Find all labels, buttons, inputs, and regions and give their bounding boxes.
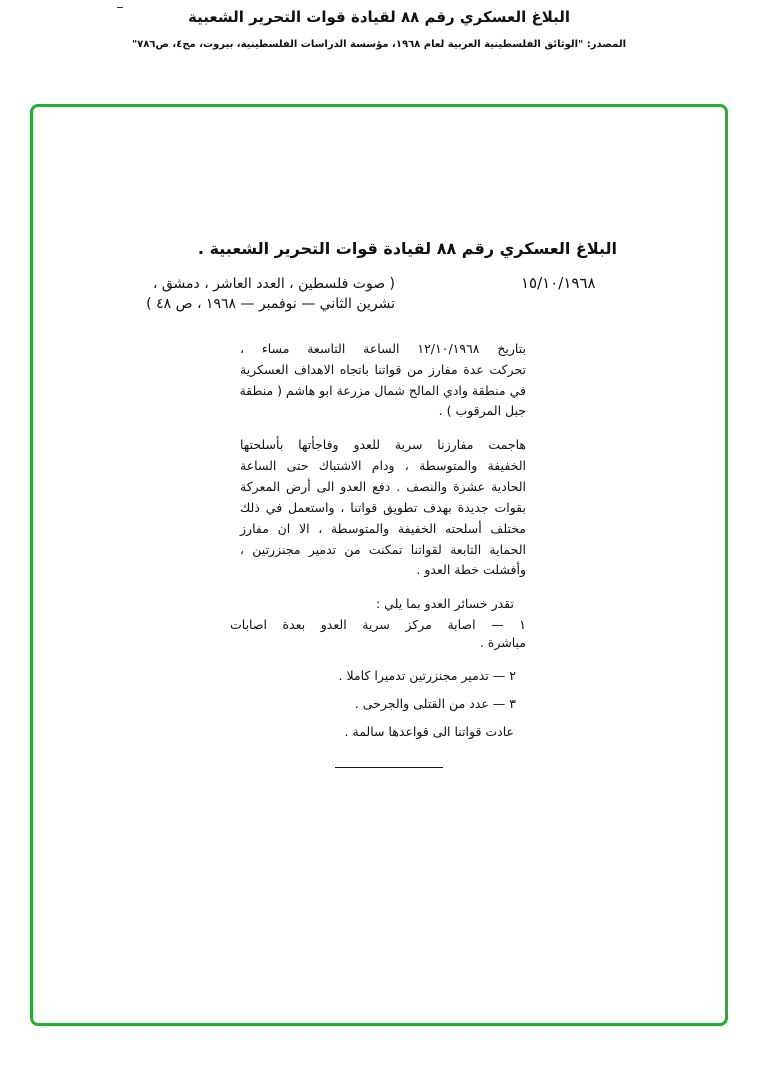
header-title: البلاغ العسكري رقم ٨٨ لقيادة قوات التحرير الشعبية <box>188 8 570 26</box>
body-line: مختلف أسلحته الخفيفة والمتوسطة ، الا ان مفارز <box>240 521 526 536</box>
body-line: وأفشلت خطة العدو . <box>416 562 526 577</box>
closing-line: عادت قواتنا الى قواعدها سالمة . <box>344 724 514 739</box>
body-line: في منطقة وادي المالح شمال مزرعة ابو هاشم ( منطقة <box>239 383 526 398</box>
header-source: المصدر: "الوثائق الفلسطينية العربية لعام ١٩٦٨، مؤسسة الدراسات الفلسطينية، بيروت، مج٤، ص٧٨٦" <box>131 39 627 50</box>
loss-item: ١ — اصابة مركز سرية العدو بعدة اصابات <box>230 617 526 632</box>
document-title: البلاغ العسكري رقم ٨٨ لقيادة قوات التحرير الشعبية . <box>197 239 617 258</box>
document-date: ١٥/١٠/١٩٦٨ <box>521 274 596 292</box>
body-line: هاجمت مفارزنا سرية للعدو وفاجأتها بأسلحتها <box>240 437 526 452</box>
loss-item: ٢ — تدمير مجنزرتين تدميرا كاملا . <box>338 668 516 683</box>
body-line: الحماية التابعة لقواتنا تمكنت من تدمير مجنزرتين ، <box>240 542 526 557</box>
body-line: الخفيفة والمتوسطة ، ودام الاشتباك حتى الساعة <box>240 458 526 473</box>
body-line: الحادية عشرة والنصف . دفع العدو الى أرض المعركة <box>240 479 526 494</box>
body-line: تحركت عدة مفارز من قواتنا باتجاه الاهداف العسكرية <box>240 362 526 377</box>
loss-item: ٣ — عدد من القتلى والجرحى . <box>354 696 516 711</box>
body-line: بتاريخ ١٢/١٠/١٩٦٨ الساعة التاسعة مساء ، <box>240 341 526 356</box>
losses-intro: تقدر خسائر العدو بما يلي : <box>375 596 514 611</box>
loss-item: مباشرة . <box>479 635 526 650</box>
body-line: جبل المرقوب ) . <box>438 403 526 418</box>
body-line: بقوات جديدة بهدف تطويق قواتنا ، واستعمل في ذلك <box>240 500 526 515</box>
document-body <box>230 0 526 800</box>
citation-line: تشرين الثاني — نوفمبر — ١٩٦٨ ، ص ٤٨ ) <box>146 296 395 312</box>
citation-line: ( صوت فلسطين ، العدد العاشر ، دمشق ، <box>152 276 395 292</box>
end-rule <box>335 767 443 768</box>
